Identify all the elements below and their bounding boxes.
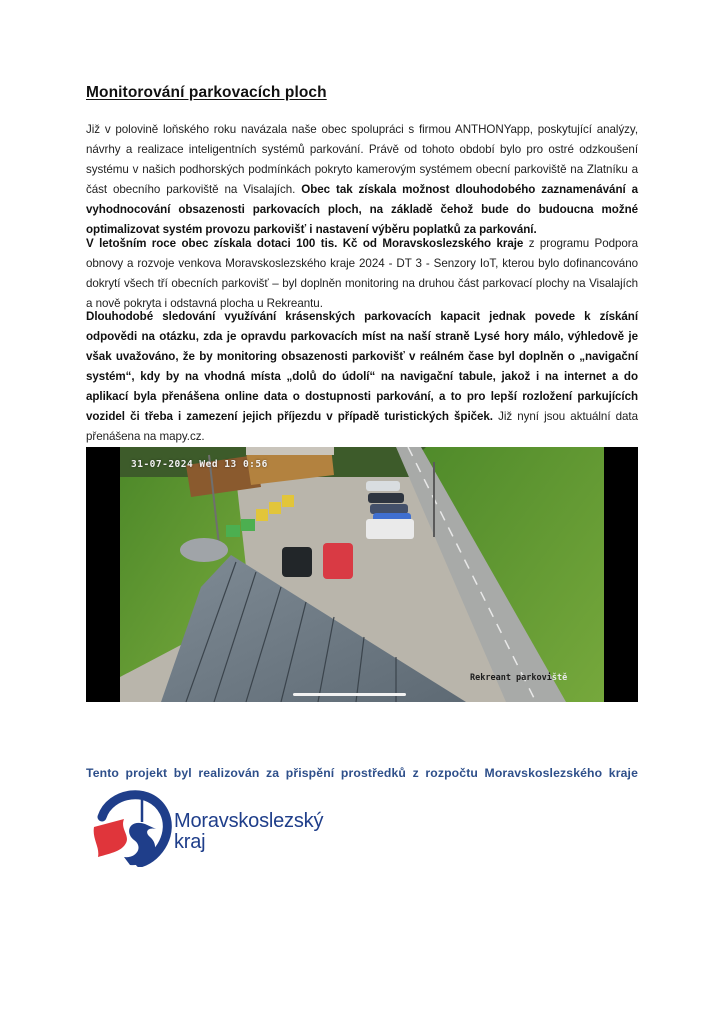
video-progress-bar [293, 693, 406, 696]
paragraph-1 [86, 120, 638, 240]
paragraph-3 [86, 307, 638, 447]
camera-label-text: Rekreant parkovi [470, 673, 552, 683]
paragraph-1-bold: Obec tak získala možnost dlouhodobého zaznamenávání a vyhodnocování obsazenosti parkovacích ploch, na základě čehož bude do budoucna možné optimalizovat systém provozu parkovišť i nastavení výběru poplatků za parkování. [86, 183, 638, 236]
paragraph-3-text: Již nyní jsou aktuální data přenášena na mapy.cz. [86, 410, 638, 443]
paragraph-2-bold: V letošním roce obec získala dotaci 100 tis. Kč od Moravskoslezského kraje [86, 237, 524, 250]
camera-label-suffix: ště [551, 673, 568, 683]
right-black-band [604, 447, 638, 702]
green-container [241, 519, 255, 531]
car-black [282, 547, 312, 577]
van [366, 519, 414, 539]
region-emblem-icon [90, 787, 174, 867]
camera-label [470, 673, 567, 683]
car [366, 481, 400, 491]
funding-note: Tento projekt byl realizován za přispění prostředků z rozpočtu Moravskoslezského kraje [86, 766, 638, 780]
green-container [226, 525, 240, 537]
car [370, 504, 408, 514]
satellite-dish [180, 538, 228, 562]
moravskoslezsky-kraj-logo [90, 787, 350, 867]
camera-timestamp: 31-07-2024 Wed 13 0:56 [131, 459, 268, 470]
article [86, 84, 639, 443]
left-black-band [86, 447, 120, 702]
paragraph-2-text: z programu Podpora obnovy a rozvoje venkova Moravskoslezského kraje 2024 - DT 3 - Senzory IoT, kterou bylo dofinancováno dokrytí všech tří obecních parkovišť – byl doplněn monitoring na druhou část parkovací plochy na Visalajích a nově pokryta i odstavná plocha u Rekreantu. [86, 237, 639, 310]
camera-scene [86, 447, 638, 702]
car [368, 493, 404, 503]
paragraph-1-text: Již v polovině loňského roku navázala naše obec spolupráci s firmou ANTHONYapp, poskytující analýzy, návrhy a realizace inteligentních systémů parkování. Právě od tohoto období bylo pro ostré odzkoušení systému v našich podhorských podmínkách pokryto kamerovým systémem obecní parkoviště na Zlatníku a část obecního parkoviště na Visalajích. [86, 123, 638, 196]
yellow-container [282, 495, 294, 507]
yellow-container [269, 502, 281, 514]
paragraph-2 [86, 234, 638, 314]
yellow-container [256, 509, 268, 521]
logo-line-1: Moravskoslezský [174, 810, 324, 832]
logo-line-2: kraj [174, 831, 206, 853]
article-title: Monitorování parkovacích ploch [86, 84, 327, 101]
parking-camera-photo [86, 447, 638, 702]
paragraph-3-bold: Dlouhodobé sledování využívání krásenských parkovacích kapacit jednak povede k získání odpovědi na otázku, zda je opravdu parkovacích míst na naší straně Lysé hory málo, výhledově je však uvažováno, že by monitoring obsazenosti parkovišť v reálném čase byl doplněn o „navigační systém“, kdy by na vhodná místa „dolů do údolí“ na navigační tabule, jakož i na internet a do aplikací byla přenášena online data o dostupnosti parkování, a to pro lepší rozložení parkujících vozidel či třeba i zamezení jejich příjezdu v případě turistických špiček. [86, 310, 638, 423]
building-roof [246, 447, 334, 455]
logo-text [174, 811, 323, 853]
car-red [323, 543, 353, 579]
